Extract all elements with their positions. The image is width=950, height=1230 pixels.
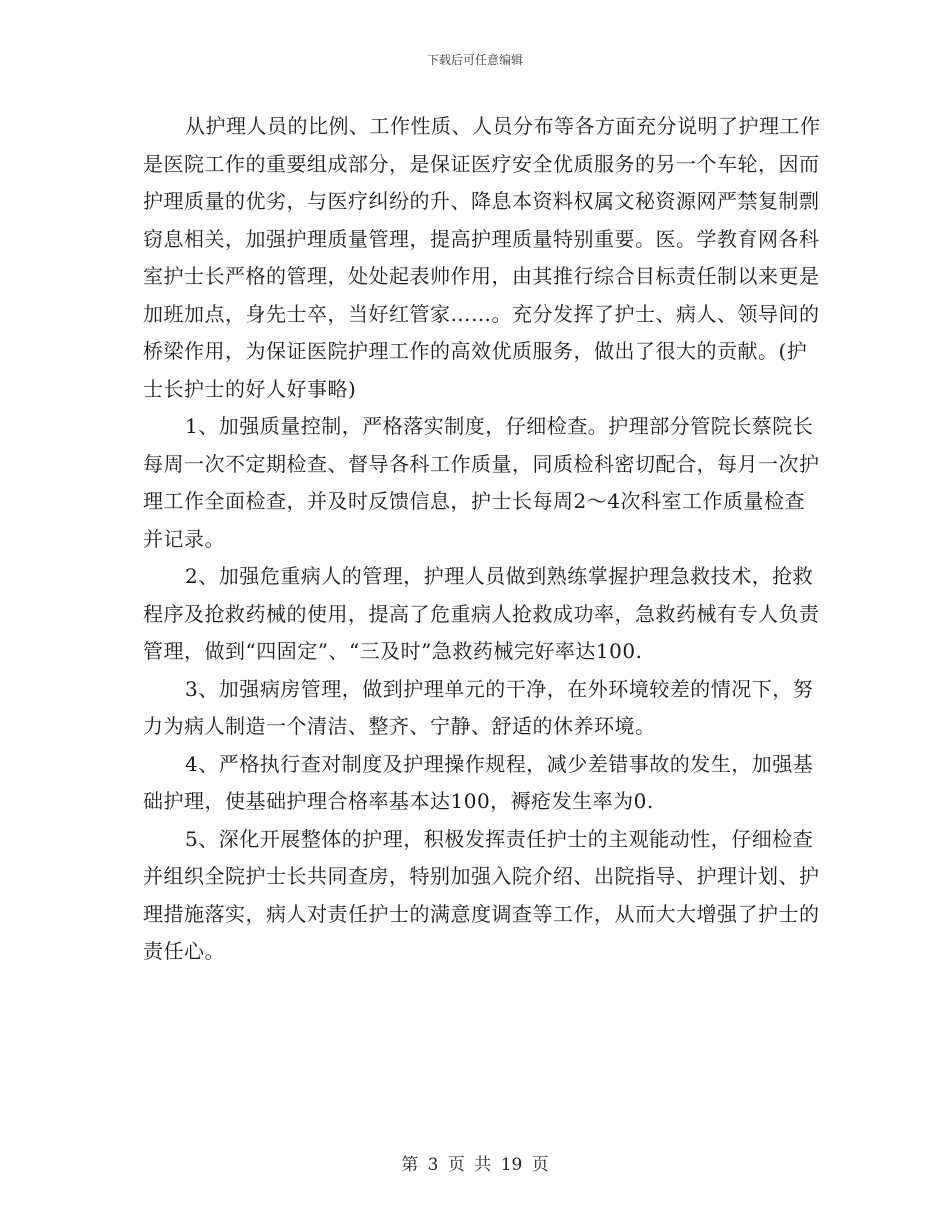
paragraph-item-2: 2、加强危重病人的管理，护理人员做到熟练掌握护理急救技术，抢救程序及抢救药械的使用，提高了危重病人抢救成功率，急救药械有专人负责管理，做到“四固定”、“三及时”急救药械完好率达100. <box>143 564 820 663</box>
paragraph-item-4: 4、严格执行查对制度及护理操作规程，减少差错事故的发生，加强基础护理，使基础护理合格率基本达100，褥疮发生率为0. <box>143 751 814 813</box>
page-header: 下载后可任意编辑 <box>426 53 523 67</box>
paragraph-intro: 从护理人员的比例、工作性质、人员分布等各方面充分说明了护理工作是医院工作的重要组成部分，是保证医疗安全优质服务的另一个车轮，因而护理质量的优劣，与医疗纠纷的升、降息本资料权属文秘资源网严禁复制剽窃息相关，加强护理质量管理，提高护理质量特别重要。医。学教育网各科室护士长严格的管理，处处起表帅作用，由其推行综合目标责任制以来更是加班加点，身先士卒，当好红管家……。充分发挥了护士、病人、领导间的桥梁作用，为保证医院护理工作的高效优质服务，做出了很大的贡献。(护士长护士的好人好事略) <box>143 114 821 401</box>
paragraph-item-1: 1、加强质量控制，严格落实制度，仔细检查。护理部分管院长蔡院长每周一次不定期检查、督导各科工作质量，同质检科密切配合，每月一次护理工作全面检查，并及时反馈信息，护士长每周2～4次科室工作质量检查并记录。 <box>143 414 820 551</box>
paragraph-item-3: 3、加强病房管理，做到护理单元的干净，在外环境较差的情况下，努力为病人制造一个清洁、整齐、宁静、舒适的休养环境。 <box>143 676 814 738</box>
document-body <box>143 108 823 971</box>
paragraph-item-5: 5、深化开展整体的护理，积极发挥责任护士的主观能动性，仔细检查并组织全院护士长共同查房，特别加强入院介绍、出院指导、护理计划、护理措施落实，病人对责任护士的满意度调查等工作，从而大大增强了护士的责任心。 <box>143 826 820 963</box>
page-number: 第 3 页 共 19 页 <box>401 1155 549 1175</box>
